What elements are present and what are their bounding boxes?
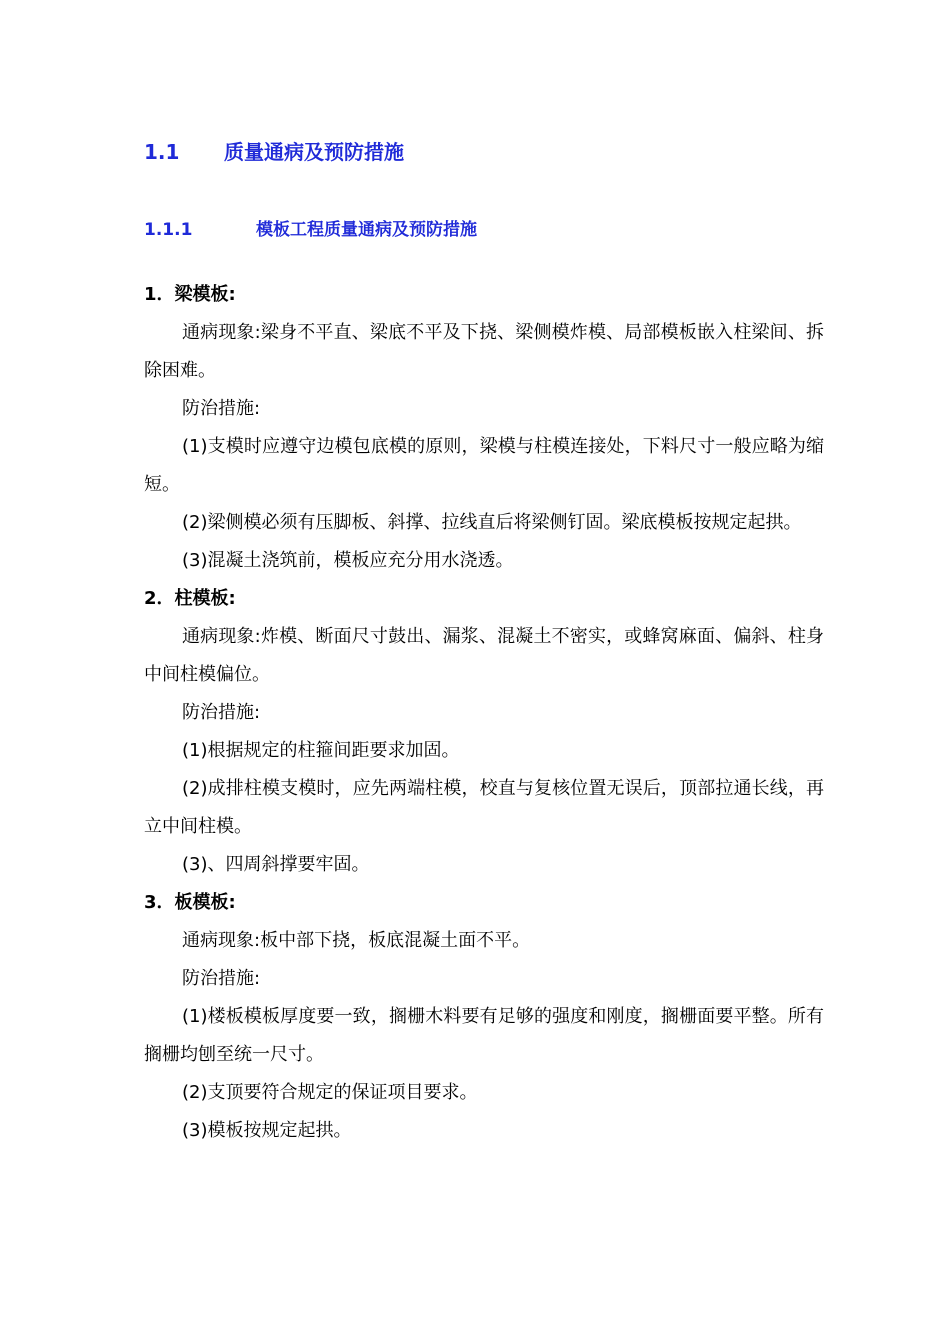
paragraph: (3)混凝土浇筑前，模板应充分用水浇透。 [182, 550, 514, 571]
section-number: 1.1 [144, 140, 180, 164]
column-formwork-heading: 2．柱模板: [144, 588, 236, 609]
section-heading [144, 136, 404, 165]
beam-formwork-heading: 1．梁模板: [144, 284, 236, 305]
paragraph: (2)梁侧模必须有压脚板、斜撑、拉线直后将梁侧钉固。梁底模板按规定起拱。 [182, 512, 802, 533]
subsection-heading [144, 215, 477, 240]
slab-formwork-heading: 3．板模板: [144, 892, 236, 913]
paragraph: 防治措施: [182, 968, 261, 989]
paragraph: (1)楼板模板厚度要一致，搁栅木料要有足够的强度和刚度，搁栅面要平整。所有搁栅均刨至统一尺寸。 [144, 1006, 824, 1065]
paragraph: (3)、四周斜撑要牢固。 [182, 854, 370, 875]
paragraph: (2)成排柱模支模时，应先两端柱模，校直与复核位置无误后，顶部拉通长线，再立中间柱模。 [144, 778, 824, 837]
subsection-number: 1.1.1 [144, 220, 193, 240]
document-body [144, 276, 824, 1150]
paragraph: 通病现象:梁身不平直、梁底不平及下挠、梁侧模炸模、局部模板嵌入柱梁间、拆除困难。 [144, 322, 824, 381]
paragraph: 防治措施: [182, 398, 261, 419]
paragraph: (1)支模时应遵守边模包底模的原则，梁模与柱模连接处，下料尺寸一般应略为缩短。 [144, 436, 824, 495]
paragraph: (2)支顶要符合规定的保证项目要求。 [182, 1082, 478, 1103]
paragraph: (3)模板按规定起拱。 [182, 1120, 352, 1141]
section-title: 质量通病及预防措施 [224, 140, 404, 164]
subsection-title: 模板工程质量通病及预防措施 [256, 220, 477, 240]
paragraph: 防治措施: [182, 702, 261, 723]
paragraph: 通病现象:炸模、断面尺寸鼓出、漏浆、混凝土不密实，或蜂窝麻面、偏斜、柱身中间柱模偏位。 [144, 626, 824, 685]
paragraph: (1)根据规定的柱箍间距要求加固。 [182, 740, 460, 761]
paragraph: 通病现象:板中部下挠，板底混凝土面不平。 [182, 930, 531, 951]
